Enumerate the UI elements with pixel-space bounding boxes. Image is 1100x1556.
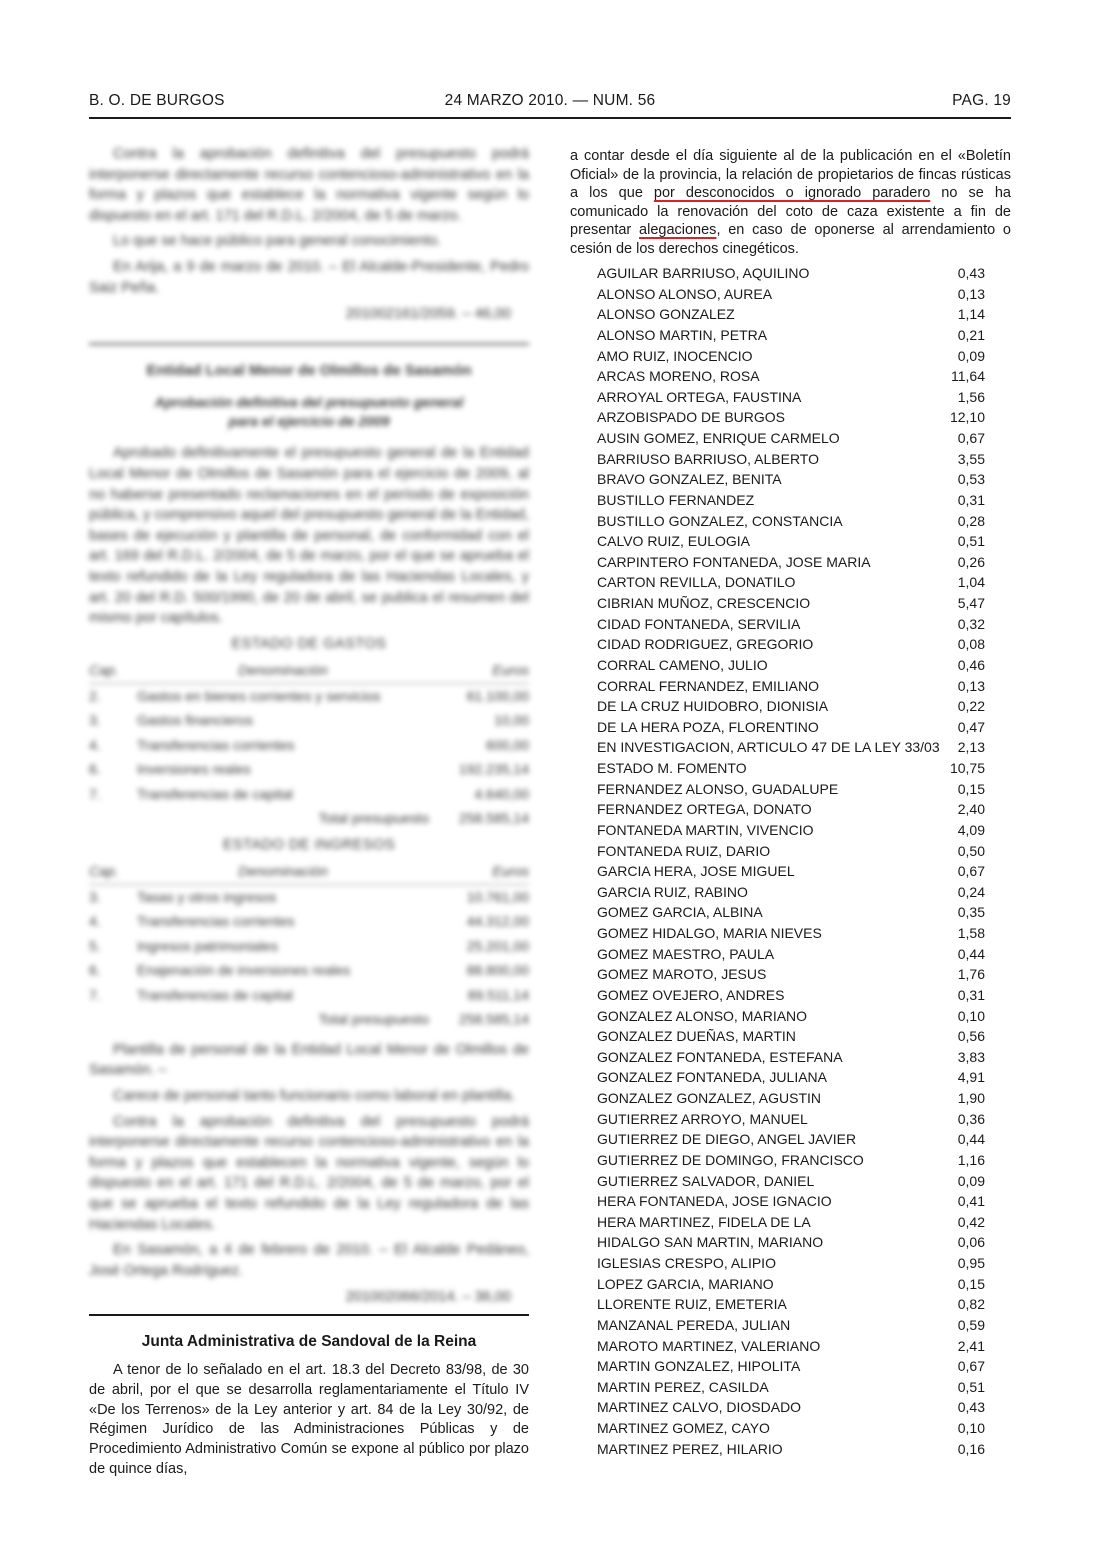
- closing-paragraph: Plantilla de personal de la Entidad Local Menor de Olmillos de Sasamón. –: [89, 1041, 529, 1079]
- table-row: [89, 958, 529, 983]
- owner-value: 1,04: [957, 574, 985, 591]
- owner-value: 1,90: [957, 1090, 985, 1106]
- owner-value: 0,53: [957, 471, 985, 488]
- owner-value: 0,67: [957, 1358, 985, 1375]
- owner-value: 11,64: [951, 368, 985, 385]
- owner-name: ESTADO M. FOMENTO: [597, 760, 747, 776]
- list-item: [597, 428, 985, 449]
- list-item: [597, 1047, 985, 1068]
- eur-cell: 600,00: [486, 736, 529, 753]
- list-item: [597, 779, 985, 800]
- list-item: [597, 1418, 985, 1439]
- junta-paragraph: A tenor de lo señalado en el art. 18.3 del Decreto 83/98, de 30 de abril, por el que se desarrolla reglamentariamente el Título IV «De los Terrenos» de la Ley anterior y art. 84 de la Ley 30/92, de Régimen Jurídico de las Administraciones Públicas y de Procedimiento Administrativo Común se expone al público por plazo de quince días,: [89, 1362, 529, 1477]
- owner-value: 0,43: [957, 1399, 985, 1416]
- eur-cell: 89.511,14: [467, 986, 529, 1003]
- list-item: [597, 944, 985, 965]
- list-item: [597, 449, 985, 470]
- owner-value: 0,41: [957, 1193, 985, 1210]
- list-item: [597, 1253, 985, 1274]
- table-row: [89, 782, 529, 807]
- list-item: [597, 799, 985, 820]
- list-item: [597, 1171, 985, 1192]
- owner-value: 2,41: [957, 1337, 985, 1354]
- intro-text: no se ha comunicado la renovación del coto de caza existente a fin de presentar: [570, 185, 1011, 239]
- list-item: [597, 263, 985, 284]
- gastos-table: [89, 658, 529, 831]
- closing-paragraph: Carece de personal tanto funcionario como laboral en plantilla.: [113, 1088, 516, 1105]
- owner-value: 1,14: [957, 306, 985, 323]
- list-item: [597, 676, 985, 697]
- eur-cell: 192.235,14: [458, 761, 529, 778]
- owner-name: ALONSO ALONSO, AUREA: [597, 285, 773, 302]
- table-row: [89, 733, 529, 758]
- owner-value: 0,67: [957, 430, 985, 446]
- eur-cell: 10.761,00: [466, 888, 529, 905]
- list-item: [597, 717, 985, 738]
- total-value: 258.585,14: [458, 1011, 529, 1028]
- owner-name: LLORENTE RUIZ, EMETERIA: [597, 1296, 787, 1313]
- owner-name: BRAVO GONZALEZ, BENITA: [597, 471, 782, 488]
- table-row: [89, 683, 529, 708]
- owner-name: CORRAL CAMENO, JULIO: [597, 656, 768, 673]
- owner-name: ARROYAL ORTEGA, FAUSTINA: [597, 388, 802, 405]
- junta-section-title: Junta Administrativa de Sandoval de la Reina: [141, 1333, 477, 1350]
- owner-name: LOPEZ GARCIA, MARIANO: [597, 1275, 774, 1292]
- owner-name: FONTANEDA RUIZ, DARIO: [597, 842, 771, 859]
- ingresos-title: ESTADO DE INGRESOS: [222, 836, 396, 853]
- owner-name: HERA FONTANEDA, JOSE IGNACIO: [597, 1193, 832, 1210]
- owner-name: GONZALEZ FONTANEDA, ESTEFANA: [597, 1048, 843, 1065]
- list-item: [597, 964, 985, 985]
- olmillos-subtitle: [89, 393, 529, 431]
- den-cell: Transferencias de capital: [137, 986, 293, 1003]
- list-item: [597, 1336, 985, 1357]
- owner-name: AGUILAR BARRIUSO, AQUILINO: [597, 265, 810, 281]
- list-item: [597, 1026, 985, 1047]
- intro-text: , en caso de oponerse al arrendamiento o cesión de los derechos cinegéticos.: [570, 222, 1011, 257]
- owner-name: DE LA HERA POZA, FLORENTINO: [597, 718, 819, 735]
- cap-cell: 3.: [89, 712, 101, 729]
- owner-name: GONZALEZ DUEÑAS, MARTIN: [597, 1028, 796, 1045]
- owner-name: CARTON REVILLA, DONATILO: [597, 574, 796, 591]
- owner-value: 0,08: [957, 636, 985, 653]
- owner-value: 0,09: [957, 1172, 985, 1189]
- left-column-blurred: [89, 144, 529, 1326]
- den-cell: Inversiones reales: [137, 761, 251, 778]
- owner-value: 0,67: [957, 863, 985, 880]
- owner-name: MARTINEZ GOMEZ, CAYO: [597, 1420, 770, 1436]
- owner-value: 0,32: [957, 615, 985, 632]
- owner-name: GONZALEZ FONTANEDA, JULIANA: [597, 1069, 827, 1086]
- list-item: [597, 1129, 985, 1150]
- owner-value: 0,36: [957, 1110, 985, 1127]
- list-item: [597, 1191, 985, 1212]
- den-cell: Transferencias de capital: [137, 785, 293, 802]
- highlighted-phrase: alegaciones: [639, 222, 717, 239]
- total-label: Total presupuesto: [318, 810, 429, 827]
- gastos-col-eur: Euros: [429, 658, 529, 683]
- eur-cell: 4.640,00: [474, 785, 529, 802]
- list-item: [597, 758, 985, 779]
- list-item: [597, 325, 985, 346]
- owner-name: HERA MARTINEZ, FIDELA DE LA: [597, 1213, 811, 1230]
- list-item: [597, 1006, 985, 1027]
- owner-value: 0,35: [957, 904, 985, 921]
- owner-value: 0,44: [957, 945, 985, 962]
- owner-value: 0,26: [957, 553, 985, 570]
- owner-name: EN INVESTIGACION, ARTICULO 47 DE LA LEY 33/03: [597, 739, 940, 756]
- owner-value: 0,10: [957, 1007, 985, 1024]
- highlighted-phrase: por desconocidos o ignorado paradero: [653, 185, 931, 202]
- table-row: [89, 934, 529, 959]
- owner-value: 0,15: [957, 1275, 985, 1292]
- owner-name: DE LA CRUZ HUIDOBRO, DIONISIA: [597, 698, 829, 715]
- owner-name: HIDALGO SAN MARTIN, MARIANO: [597, 1234, 824, 1251]
- olmillos-reference: 201002066/2014. – 36,00: [345, 1289, 511, 1306]
- list-item: [597, 284, 985, 305]
- owner-name: CALVO RUIZ, EULOGIA: [597, 533, 750, 550]
- owner-name: MARTINEZ CALVO, DIOSDADO: [597, 1399, 802, 1416]
- owner-name: GUTIERREZ DE DOMINGO, FRANCISCO: [597, 1151, 864, 1168]
- junta-section: [89, 1314, 529, 1480]
- owner-name: AMO RUIZ, INOCENCIO: [597, 347, 753, 364]
- owner-name: BUSTILLO FERNANDEZ: [597, 491, 755, 508]
- list-item: [597, 820, 985, 841]
- list-item: [597, 407, 985, 428]
- prev-notice-paragraph: Lo que se hace público para general conocimiento.: [113, 233, 442, 250]
- owner-name: CIBRIAN MUÑOZ, CRESCENCIO: [597, 595, 811, 611]
- owner-value: 0,13: [957, 677, 985, 694]
- den-cell: Transferencias corrientes: [137, 736, 295, 753]
- cap-cell: 5.: [89, 937, 101, 954]
- owner-name: FERNANDEZ ALONSO, GUADALUPE: [597, 780, 839, 797]
- owner-value: 0,51: [957, 1378, 985, 1395]
- eur-cell: 10,00: [493, 712, 529, 729]
- owner-value: 4,91: [957, 1069, 985, 1086]
- cap-cell: 7.: [89, 986, 101, 1003]
- owner-value: 0,15: [957, 780, 985, 797]
- cap-cell: 3.: [89, 888, 101, 905]
- ingresos-col-eur: Euros: [429, 859, 529, 884]
- owner-value: 0,31: [957, 491, 985, 508]
- gastos-col-den: Denominación: [137, 658, 429, 683]
- prev-notice-reference: 201002161/2059. – 46,00: [345, 306, 511, 323]
- owner-name: GARCIA RUIZ, RABINO: [597, 883, 748, 900]
- list-item: [597, 490, 985, 511]
- list-item: [597, 882, 985, 903]
- olmillos-intro: Aprobado definitivamente el presupuesto general de la Entidad Local Menor de Olmillos de Sasamón para el ejercicio de 2009, al no haberse presentado reclamaciones en el período de exposición pública, y comprensivo aquel del presupuesto general de la Entidad, bases de ejecución y plantilla de personal, de conformidad con el art. 169 del R.D.L. 2/2004, de 5 de marzo, por el que se aprueba el texto refundido de la Ley reguladora de las Haciendas Locales, y art. 20 del R.D. 500/1990, de 20 de abril, se publica el resumen del mismo por capítulos.: [89, 445, 529, 627]
- header-rule: [89, 117, 1011, 119]
- list-item: [597, 1397, 985, 1418]
- owner-value: 0,95: [957, 1255, 985, 1271]
- owner-name: GARCIA HERA, JOSE MIGUEL: [597, 863, 795, 880]
- owner-value: 0,31: [957, 986, 985, 1003]
- owner-value: 2,40: [957, 801, 985, 818]
- owner-value: 1,76: [957, 966, 985, 983]
- owner-value: 0,22: [957, 698, 985, 715]
- owner-value: 0,06: [957, 1234, 985, 1251]
- owner-value: 0,44: [957, 1131, 985, 1148]
- list-item: [597, 614, 985, 635]
- owner-value: 0,24: [957, 883, 985, 900]
- list-item: [597, 511, 985, 532]
- total-value: 258.585,14: [458, 810, 529, 827]
- header-page-number: PAG. 19: [952, 92, 1011, 109]
- owner-value: 0,50: [957, 842, 985, 859]
- ingresos-col-den: Denominación: [137, 859, 429, 884]
- owner-name: ARCAS MORENO, ROSA: [597, 368, 760, 385]
- owner-name: BUSTILLO GONZALEZ, CONSTANCIA: [597, 512, 843, 529]
- owner-value: 5,47: [957, 595, 985, 611]
- cap-cell: 6.: [89, 962, 101, 979]
- total-label: Total presupuesto: [318, 1011, 429, 1028]
- table-row: [89, 757, 529, 782]
- prev-notice-paragraph: Contra la aprobación definitiva del presupuesto podrá interponerse directamente recurso contencioso-administrativo en la forma y plazos que establece la normativa vigente según lo dispuesto en el art. 171 del R.D.L. 2/2004, de 5 de marzo.: [89, 146, 529, 224]
- owner-value: 0,21: [957, 326, 985, 343]
- owner-name: MAROTO MARTINEZ, VALERIANO: [597, 1337, 821, 1354]
- owner-value: 3,83: [957, 1048, 985, 1065]
- list-item: [597, 1150, 985, 1171]
- olmillos-subtitle-line: para el ejercicio de 2009: [228, 413, 390, 430]
- owner-value: 0,13: [957, 285, 985, 302]
- header-date-number: 24 MARZO 2010. — NUM. 56: [444, 92, 656, 109]
- list-item: [597, 469, 985, 490]
- owner-value: 0,09: [957, 347, 985, 364]
- owner-value: 2,13: [957, 739, 985, 756]
- cap-cell: 7.: [89, 785, 101, 802]
- list-item: [597, 1109, 985, 1130]
- list-item: [597, 1274, 985, 1295]
- owner-value: 0,16: [957, 1440, 985, 1457]
- owner-name: ARZOBISPADO DE BURGOS: [597, 409, 785, 426]
- olmillos-section-title: Entidad Local Menor de Olmillos de Sasamón: [146, 361, 472, 379]
- list-item: [597, 861, 985, 882]
- list-item: [597, 634, 985, 655]
- list-item: [597, 841, 985, 862]
- table-total-row: [89, 806, 529, 831]
- owner-name: MARTINEZ PEREZ, HILARIO: [597, 1440, 783, 1457]
- owner-value: 0,56: [957, 1028, 985, 1045]
- cap-cell: 4.: [89, 913, 101, 930]
- list-item: [597, 985, 985, 1006]
- owner-value: 4,09: [957, 821, 985, 838]
- list-item: [597, 1439, 985, 1460]
- owner-name: MANZANAL PEREDA, JULIAN: [597, 1316, 791, 1333]
- owner-name: GOMEZ GARCIA, ALBINA: [597, 904, 763, 921]
- owner-name: GOMEZ HIDALGO, MARIA NIEVES: [597, 925, 822, 941]
- list-item: [597, 593, 985, 614]
- eur-cell: 44.312,00: [466, 913, 529, 930]
- den-cell: Tasas y otros ingresos: [137, 888, 277, 905]
- owner-value: 0,43: [957, 265, 985, 281]
- owner-name: CORRAL FERNANDEZ, EMILIANO: [597, 677, 819, 694]
- owner-name: IGLESIAS CRESPO, ALIPIO: [597, 1255, 776, 1271]
- owner-name: GUTIERREZ SALVADOR, DANIEL: [597, 1172, 815, 1189]
- owner-value: 12,10: [949, 409, 985, 426]
- gastos-col-cap: Cap.: [89, 658, 137, 683]
- owner-value: 0,42: [957, 1213, 985, 1230]
- owner-name: CIDAD FONTANEDA, SERVILIA: [597, 615, 801, 632]
- owner-value: 1,58: [957, 925, 985, 941]
- owner-name: AUSIN GOMEZ, ENRIQUE CARMELO: [597, 430, 840, 446]
- right-intro-paragraph: [570, 147, 1011, 259]
- page-header: [89, 92, 1011, 114]
- den-cell: Ingresos patrimoniales: [137, 937, 278, 954]
- owner-value: 1,16: [957, 1151, 985, 1168]
- den-cell: Gastos en bienes corrientes y servicios: [137, 687, 381, 704]
- owner-name: CIDAD RODRIGUEZ, GREGORIO: [597, 636, 814, 653]
- den-cell: Transferencias corrientes: [137, 913, 295, 930]
- owner-name: ALONSO MARTIN, PETRA: [597, 326, 768, 343]
- eur-cell: 88.800,00: [466, 962, 529, 979]
- owner-value: 0,28: [957, 512, 985, 529]
- closing-paragraph: En Sasamón, a 4 de febrero de 2010. – El Alcalde Pedáneo, José Ortega Rodríguez.: [89, 1242, 529, 1279]
- list-item: [597, 737, 985, 758]
- olmillos-subtitle-line: Aprobación definitiva del presupuesto general: [154, 394, 464, 411]
- list-item: [597, 387, 985, 408]
- owner-value: 10,75: [949, 760, 985, 776]
- owner-name: GOMEZ MAESTRO, PAULA: [597, 945, 775, 962]
- table-row: [89, 884, 529, 909]
- owner-name: GOMEZ OVEJERO, ANDRES: [597, 986, 785, 1003]
- owner-value: 0,47: [957, 718, 985, 735]
- section-rule: [89, 343, 529, 345]
- ingresos-table: [89, 859, 529, 1032]
- den-cell: Gastos financieros: [137, 712, 253, 729]
- owner-name: ALONSO GONZALEZ: [597, 306, 735, 323]
- owners-list: [597, 263, 985, 1459]
- table-row: [89, 983, 529, 1008]
- ingresos-col-cap: Cap.: [89, 859, 137, 884]
- list-item: [597, 1356, 985, 1377]
- owner-name: GOMEZ MAROTO, JESUS: [597, 966, 767, 983]
- den-cell: Enajenación de inversiones reales: [137, 962, 351, 979]
- cap-cell: 4.: [89, 736, 101, 753]
- list-item: [597, 366, 985, 387]
- cap-cell: 6.: [89, 761, 101, 778]
- list-item: [597, 1377, 985, 1398]
- owner-name: BARRIUSO BARRIUSO, ALBERTO: [597, 450, 819, 467]
- list-item: [597, 531, 985, 552]
- gastos-title: ESTADO DE GASTOS: [231, 635, 387, 652]
- list-item: [597, 1088, 985, 1109]
- list-item: [597, 304, 985, 325]
- list-item: [597, 1315, 985, 1336]
- list-item: [597, 655, 985, 676]
- list-item: [597, 696, 985, 717]
- owner-name: MARTIN PEREZ, CASILDA: [597, 1378, 769, 1395]
- owner-name: GONZALEZ GONZALEZ, AGUSTIN: [597, 1090, 822, 1106]
- owner-name: FONTANEDA MARTIN, VIVENCIO: [597, 821, 814, 838]
- prev-notice-paragraph: En Arija, a 9 de marzo de 2010. – El Alcalde-Presidente, Pedro Saiz Peña.: [89, 258, 529, 296]
- list-item: [597, 923, 985, 944]
- owner-name: FERNANDEZ ORTEGA, DONATO: [597, 801, 812, 818]
- owner-value: 0,59: [957, 1316, 985, 1333]
- owner-value: 0,10: [957, 1420, 985, 1436]
- owner-value: 1,56: [957, 388, 985, 405]
- section-rule: [89, 1314, 529, 1316]
- header-publication: B. O. DE BURGOS: [89, 92, 225, 109]
- list-item: [597, 1232, 985, 1253]
- table-row: [89, 909, 529, 934]
- owner-name: GONZALEZ ALONSO, MARIANO: [597, 1007, 808, 1024]
- list-item: [597, 1212, 985, 1233]
- list-item: [597, 572, 985, 593]
- closing-paragraph: Contra la aprobación definitiva del presupuesto podrá interponerse directamente recurso contencioso-administrativo en la forma y plazos que establecen la normativa vigente, según lo dispuesto en el art. 171 del R.D.L. 2/2004, de 5 de marzo, por el que se aprueba el texto refundido de la Ley reguladora de las Haciendas Locales.: [89, 1113, 529, 1233]
- list-item: [597, 346, 985, 367]
- owner-name: CARPINTERO FONTANEDA, JOSE MARIA: [597, 553, 871, 570]
- owner-name: GUTIERREZ DE DIEGO, ANGEL JAVIER: [597, 1131, 857, 1148]
- owner-value: 3,55: [957, 450, 985, 467]
- owner-value: 0,46: [957, 656, 985, 673]
- intro-text: a contar desde el día siguiente al de la publicación en el «Boletín Oficial» de la provincia, la relación de propietarios de fincas rústicas a los que: [570, 148, 1011, 202]
- list-item: [597, 1294, 985, 1315]
- list-item: [597, 902, 985, 923]
- list-item: [597, 552, 985, 573]
- owner-name: GUTIERREZ ARROYO, MANUEL: [597, 1110, 808, 1127]
- owner-name: MARTIN GONZALEZ, HIPOLITA: [597, 1358, 801, 1375]
- eur-cell: 61.100,00: [466, 687, 529, 704]
- list-item: [597, 1067, 985, 1088]
- table-total-row: [89, 1007, 529, 1032]
- owner-value: 0,51: [957, 533, 985, 550]
- owner-value: 0,82: [957, 1296, 985, 1313]
- eur-cell: 25.201,00: [466, 937, 529, 954]
- cap-cell: 2.: [89, 687, 101, 704]
- table-row: [89, 708, 529, 733]
